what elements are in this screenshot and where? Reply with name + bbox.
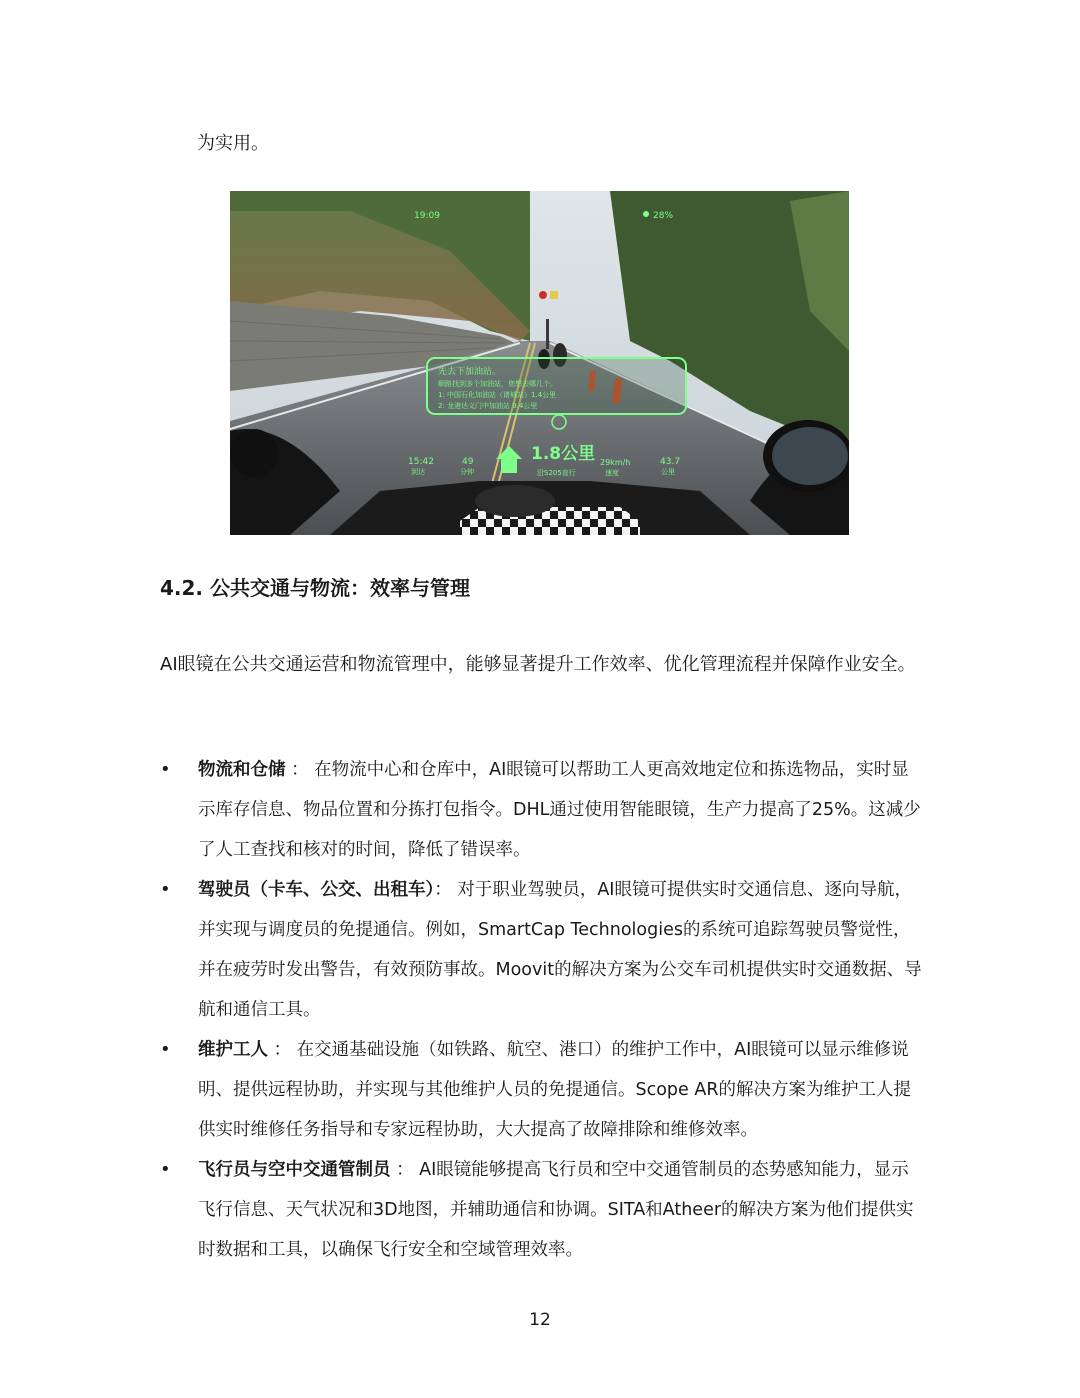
list-item [160,870,924,1030]
hud-message-line-1: 顺路找到多个加油站，您想去哪几个。 [438,380,557,388]
hud-message-line-3: 2: 龙港达义门中加油站 9.4公里 [438,402,538,410]
hud-message-title: 先去下加油站。 [438,367,502,377]
bullet-list [160,750,924,1270]
list-item [160,1150,924,1270]
bullet-separator: ： [268,1040,297,1060]
bullet-marker: • [160,1039,171,1060]
list-item [160,1030,924,1150]
bullet-text: AI眼镜能够提高飞行员和空中交通管制员的态势感知能力，显示飞行信息、天气状况和3D地图，并辅助通信和协调。SITA和Atheer的解决方案为他们提供实时数据和工具，以确保飞行安全和空域管理效率。 [198,1160,914,1260]
hud-minutes-value: 49 [462,457,474,467]
motorcycle-ar-hud-photo [230,191,849,535]
bullet-marker: • [160,879,171,900]
hud-road: 沿S205直行 [537,469,576,477]
hud-arrival-label: 到达 [411,468,425,476]
bullet-text: 在交通基础设施（如铁路、航空、港口）的维护工作中，AI眼镜可以显示维修说明、提供远程协助，并实现与其他维护人员的免提通信。Scope AR的解决方案为维护工人提供实时维修任务指导和专家远程协助，大大提高了故障排除和维修效率。 [198,1040,912,1140]
intro-paragraph: AI眼镜在公共交通运营和物流管理中，能够显著提升工作效率、优化管理流程并保障作业安全。 [160,654,916,675]
hud-distance: 1.8公里 [531,444,596,464]
hud-speed-value: 29km/h [600,458,631,467]
bullet-title: 维护工人 [198,1040,268,1060]
bullet-title: 飞行员与空中交通管制员 [198,1160,391,1180]
hud-minutes-label: 分钟 [460,468,474,476]
bullet-marker: • [160,1159,171,1180]
bullet-separator: ： [390,1160,420,1180]
hud-remaining-label: 公里 [661,468,675,476]
hud-remaining-value: 43.7 [660,457,681,467]
bullet-text: 在物流中心和仓库中，AI眼镜可以帮助工人更高效地定位和拣选物品，实时显示库存信息、物品位置和分拣打包指令。DHL通过使用智能眼镜，生产力提高了25%。这减少了人工查找和核对的时间，降低了错误率。 [198,760,921,860]
bullet-text: 对于职业驾驶员，AI眼镜可提供实时交通信息、逐向导航，并实现与调度员的免提通信。例如，SmartCap Technologies的系统可追踪驾驶员警觉性，并在疲劳时发出警告，有效预防事故。Moovit的解决方案为公交车司机提供实时交通数据、导航和通信工具。 [198,880,922,1020]
hud-arrival-value: 15:42 [408,457,434,467]
bullet-title: 驾驶员（卡车、公交、出租车） [198,880,435,900]
hud-time: 19:09 [414,211,440,221]
bullet-separator: ： [434,880,458,900]
bullet-marker: • [160,759,171,780]
list-item [160,750,924,870]
bluetooth-icon [643,211,649,217]
continuation-text: 为实用。 [197,133,269,154]
hud-message-line-2: 1: 中国石化加油站（诸城站）1.4公里 [438,391,557,399]
section-heading: 4.2. 公共交通与物流：效率与管理 [160,576,470,600]
hud-battery: 28% [653,211,674,221]
hud-speed-label: 速度 [605,469,619,477]
bullet-title: 物流和仓储 [198,760,286,780]
bullet-separator: ： [285,760,315,780]
page-number: 12 [529,1310,551,1330]
